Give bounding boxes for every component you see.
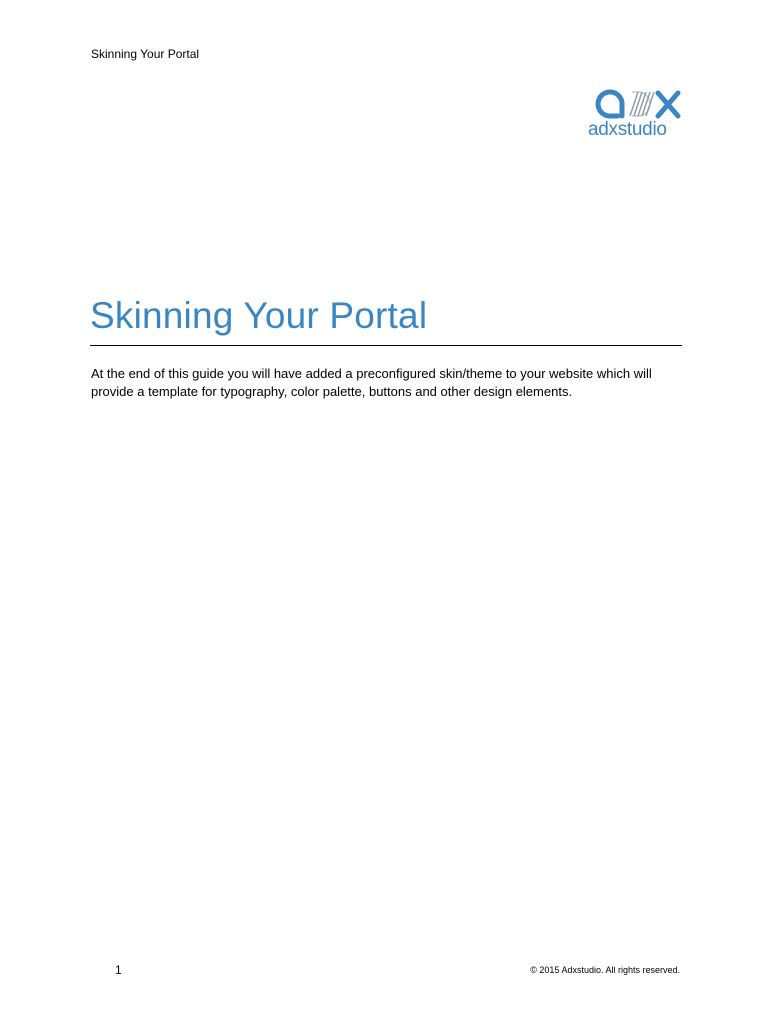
logo-wordmark: adxstudio xyxy=(588,119,667,140)
intro-paragraph: At the end of this guide you will have added a preconfigured skin/theme to your website which will provide a template for typography, color palette, buttons and other design elements. xyxy=(91,366,652,399)
adx-logo-icon xyxy=(588,89,682,119)
title-underline xyxy=(90,345,682,346)
running-header: Skinning Your Portal xyxy=(91,47,200,61)
adxstudio-logo xyxy=(588,89,682,143)
copyright-notice: © 2015 Adxstudio. All rights reserved. xyxy=(530,965,680,975)
page-number: 1 xyxy=(115,963,122,977)
document-title: Skinning Your Portal xyxy=(90,295,428,336)
